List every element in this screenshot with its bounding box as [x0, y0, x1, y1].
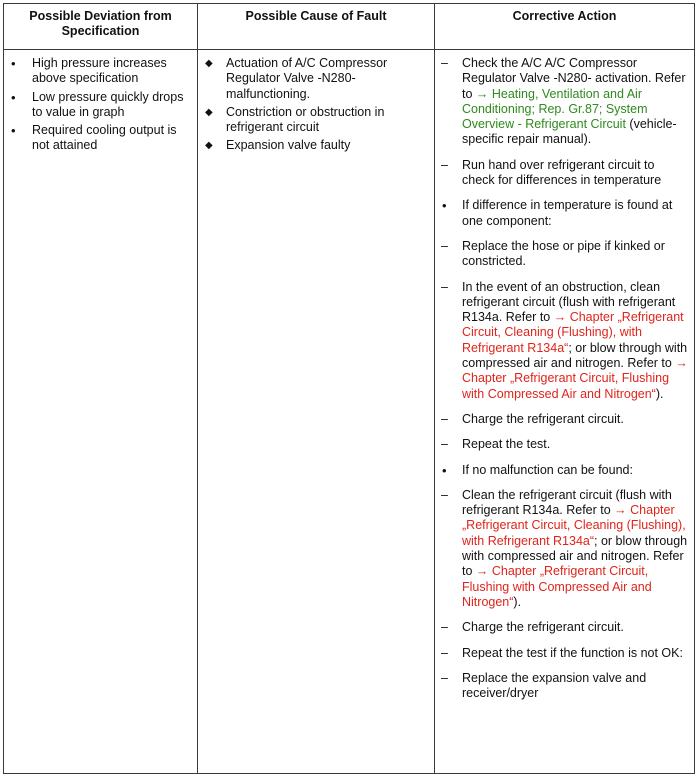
action-step: [439, 437, 690, 452]
troubleshooting-table: [3, 3, 695, 774]
header-action: Corrective Action: [435, 4, 695, 50]
action-step: [439, 158, 690, 189]
deviation-text: High pressure increases above specification: [32, 56, 167, 86]
action-text: Repeat the test.: [462, 437, 551, 452]
action-step: [439, 463, 690, 478]
action-step: [439, 488, 690, 610]
bullet-icon: •: [11, 123, 16, 139]
dash-icon: –: [441, 437, 448, 452]
action-text: In the event of an obstruction, clean refrigerant circuit (flush with refrigerant R134a. Refer to: [462, 279, 676, 325]
cleaning-flushing-link[interactable]: → Chapter „Refrigerant Circuit, Cleaning (Flushing), with Refrigerant R134a“: [462, 503, 686, 548]
bullet-icon: •: [442, 462, 447, 478]
diamond-bullet-icon: ◆: [205, 140, 213, 152]
cleaning-flushing-link[interactable]: → Chapter „Refrigerant Circuit, Cleaning (Flushing), with Refrigerant R134a“: [462, 310, 684, 355]
action-text: Replace the hose or pipe if kinked or constricted.: [462, 238, 665, 269]
action-text: ).: [513, 594, 522, 609]
deviation-text: Low pressure quickly drops to value in graph: [32, 89, 184, 119]
dash-icon: –: [441, 56, 448, 70]
cause-text: Expansion valve faulty: [226, 138, 351, 153]
dash-icon: –: [441, 411, 448, 426]
dash-icon: –: [441, 157, 448, 172]
bullet-icon: •: [442, 198, 447, 214]
dash-icon: –: [441, 620, 448, 635]
cause-cell: [198, 50, 435, 774]
deviation-list: [10, 56, 191, 154]
list-item: [10, 123, 191, 154]
action-step: [439, 671, 690, 702]
list-item: [203, 105, 428, 136]
action-list: [439, 56, 690, 701]
action-text: If no malfunction can be found:: [462, 462, 633, 477]
action-text: Charge the refrigerant circuit.: [462, 411, 624, 426]
header-cause: Possible Cause of Fault: [198, 4, 435, 50]
action-step: [439, 56, 690, 148]
header-deviation: Possible Deviation from Specification: [4, 4, 198, 50]
action-text: ; or blow through with compressed air and nitrogen. Refer to: [462, 340, 688, 371]
bullet-icon: •: [11, 56, 16, 71]
action-text: ).: [655, 386, 664, 401]
action-text: Run hand over refrigerant circuit to check for differences in temperature: [462, 157, 662, 188]
action-text: Check the A/C A/C Compressor Regulator Valve -N280- activation. Refer to: [462, 56, 686, 101]
action-step: [439, 198, 690, 229]
deviation-text: Required cooling output is not attained: [32, 123, 177, 153]
list-item: [203, 138, 428, 153]
dash-icon: –: [441, 238, 448, 253]
compressed-air-link[interactable]: → Chapter „Refrigerant Circuit, Flushing with Compressed Air and Nitrogen“: [462, 564, 652, 609]
cause-text: Actuation of A/C Compressor Regulator Valve -N280- malfunctioning.: [226, 56, 388, 101]
action-text: Clean the refrigerant circuit (flush with refrigerant R134a. Refer to: [462, 487, 672, 518]
dash-icon: –: [441, 279, 448, 294]
list-item: [203, 56, 428, 102]
action-step: [439, 412, 690, 427]
action-text: ; or blow through with compressed air and nitrogen. Refer to: [462, 533, 688, 579]
action-text: (vehicle-specific repair manual).: [462, 117, 677, 147]
dash-icon: –: [441, 645, 448, 660]
bullet-icon: •: [11, 89, 16, 105]
cause-text: Constriction or obstruction in refrigerant circuit: [226, 104, 385, 135]
action-text: Charge the refrigerant circuit.: [462, 620, 624, 635]
header-row: [4, 4, 695, 50]
content-row: [4, 50, 695, 774]
action-step: [439, 620, 690, 635]
list-item: [10, 56, 191, 87]
action-step: [439, 646, 690, 661]
dash-icon: –: [441, 487, 448, 502]
diamond-bullet-icon: ◆: [205, 58, 213, 69]
action-cell: [435, 50, 695, 774]
diamond-bullet-icon: ◆: [205, 106, 213, 118]
action-step: [439, 280, 690, 402]
dash-icon: –: [441, 670, 448, 685]
action-step: [439, 239, 690, 270]
action-text: If difference in temperature is found at one component:: [462, 198, 673, 228]
list-item: [10, 90, 191, 121]
deviation-cell: [4, 50, 198, 774]
cause-list: [203, 56, 428, 154]
action-text: Replace the expansion valve and receiver/dryer: [462, 670, 647, 701]
compressed-air-link[interactable]: → Chapter „Refrigerant Circuit, Flushing with Compressed Air and Nitrogen“: [462, 356, 688, 401]
system-overview-link[interactable]: → Heating, Ventilation and Air Conditioning; Rep. Gr.87; System Overview - Refrigerant Circuit: [462, 86, 648, 132]
action-text: Repeat the test if the function is not OK:: [462, 645, 683, 660]
